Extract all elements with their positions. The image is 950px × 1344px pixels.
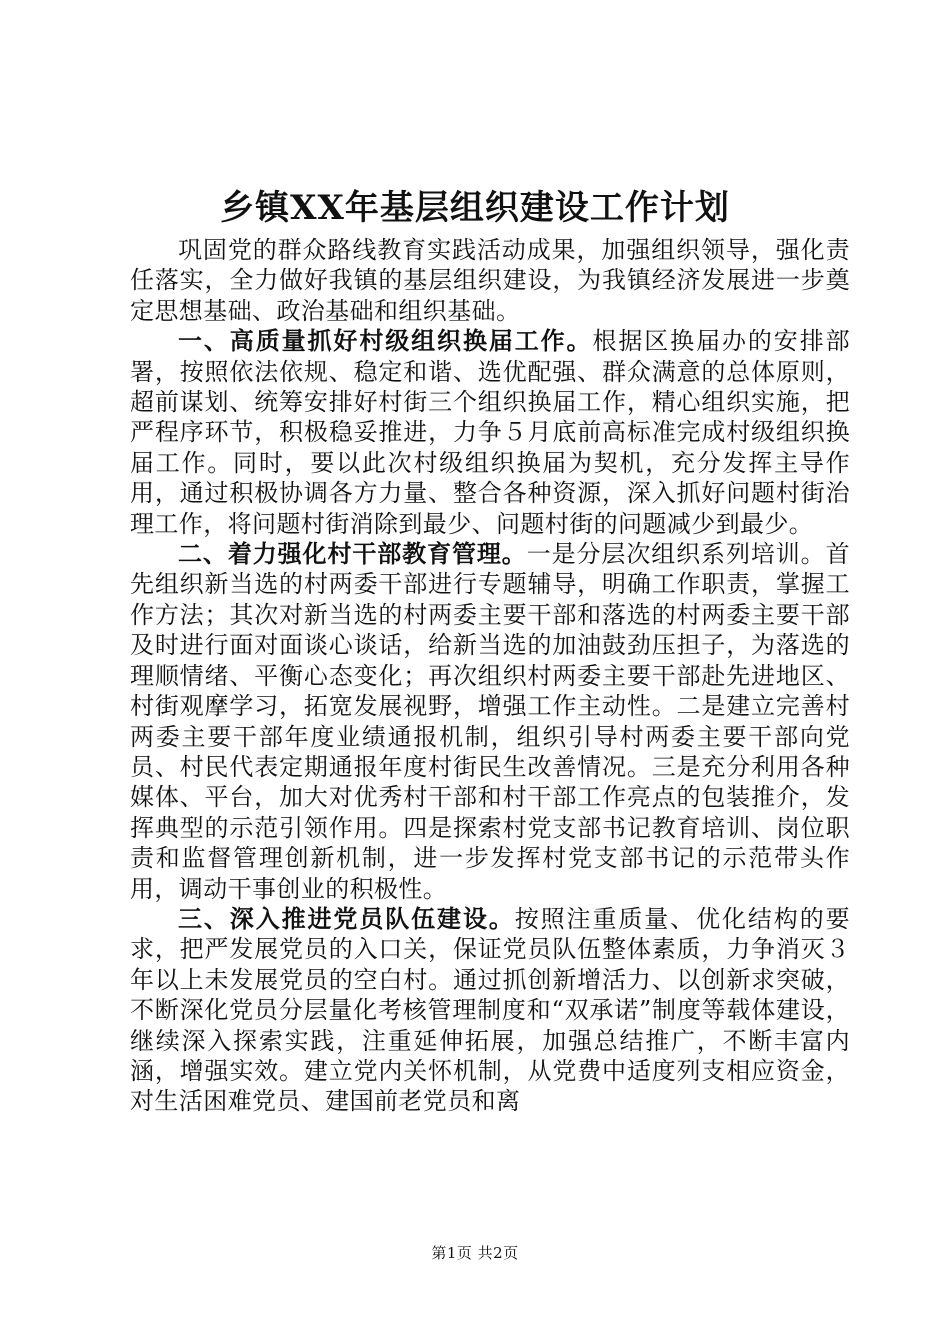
document-title: 乡镇XX年基层组织建设工作计划 (220, 188, 730, 228)
page-number-footer: 第1页 共2页 (431, 1244, 519, 1262)
section-paragraph-1 (130, 326, 850, 539)
section-text: 按照注重质量、优化结构的要求，把严发展党员的入口关，保证党员队伍整体素质，力争消灭３年以上未发展党员的空白村。通过抓创新增活力、以创新求突破，不断深化党员分层量化考核管理制度和“双承诺”制度等载体建设，继续深入探索实践，注重延伸拓展，加强总结推广，不断丰富内涵，增强实效。建立党内关怀机制，从党费中适度列支相应资金，对生活困难党员、建国前老党员和离 (130, 904, 850, 1116)
section-heading: 三、深入推进党员队伍建设。 (178, 903, 515, 933)
section-paragraph-3 (130, 904, 850, 1117)
section-heading: 一、高质量抓好村级组织换届工作。 (178, 326, 593, 356)
section-paragraph-2 (130, 539, 850, 904)
section-heading: 二、着力强化村干部教育管理。 (178, 539, 527, 569)
intro-paragraph: 巩固党的群众路线教育实践活动成果，加强组织领导，强化责任落实，全力做好我镇的基层组织建设，为我镇经济发展进一步奠定思想基础、政治基础和组织基础。 (130, 236, 850, 325)
section-text: 一是分层次组织系列培训。首先组织新当选的村两委干部进行专题辅导，明确工作职责，掌握工作方法；其次对新当选的村两委主要干部和落选的村两委主要干部及时进行面对面谈心谈话，给新当选的加油鼓劲压担子，为落选的理顺情绪、平衡心态变化；再次组织村两委主要干部赴先进地区、村街观摩学习，拓宽发展视野，增强工作主动性。二是建立完善村两委主要干部年度业绩通报机制，组织引导村两委主要干部向党员、村民代表定期通报年度村街民生改善情况。三是充分利用各种媒体、平台，加大对优秀村干部和村干部工作亮点的包装推介，发挥典型的示范引领作用。四是探索村党支部书记教育培训、岗位职责和监督管理创新机制，进一步发挥村党支部书记的示范带头作用，调动干事创业的积极性。 (130, 540, 850, 903)
document-body (130, 235, 850, 1117)
section-text: 根据区换届办的安排部署，按照依法依规、稳定和谐、选优配强、群众满意的总体原则，超前谋划、统筹安排好村街三个组织换届工作，精心组织实施，把严程序环节，积极稳妥推进，力争５月底前高标准完成村级组织换届工作。同时，要以此次村级组织换届为契机，充分发挥主导作用，通过积极协调各方力量、整合各种资源，深入抓好问题村街治理工作，将问题村街消除到最少、问题村街的问题减少到最少。 (130, 327, 851, 538)
